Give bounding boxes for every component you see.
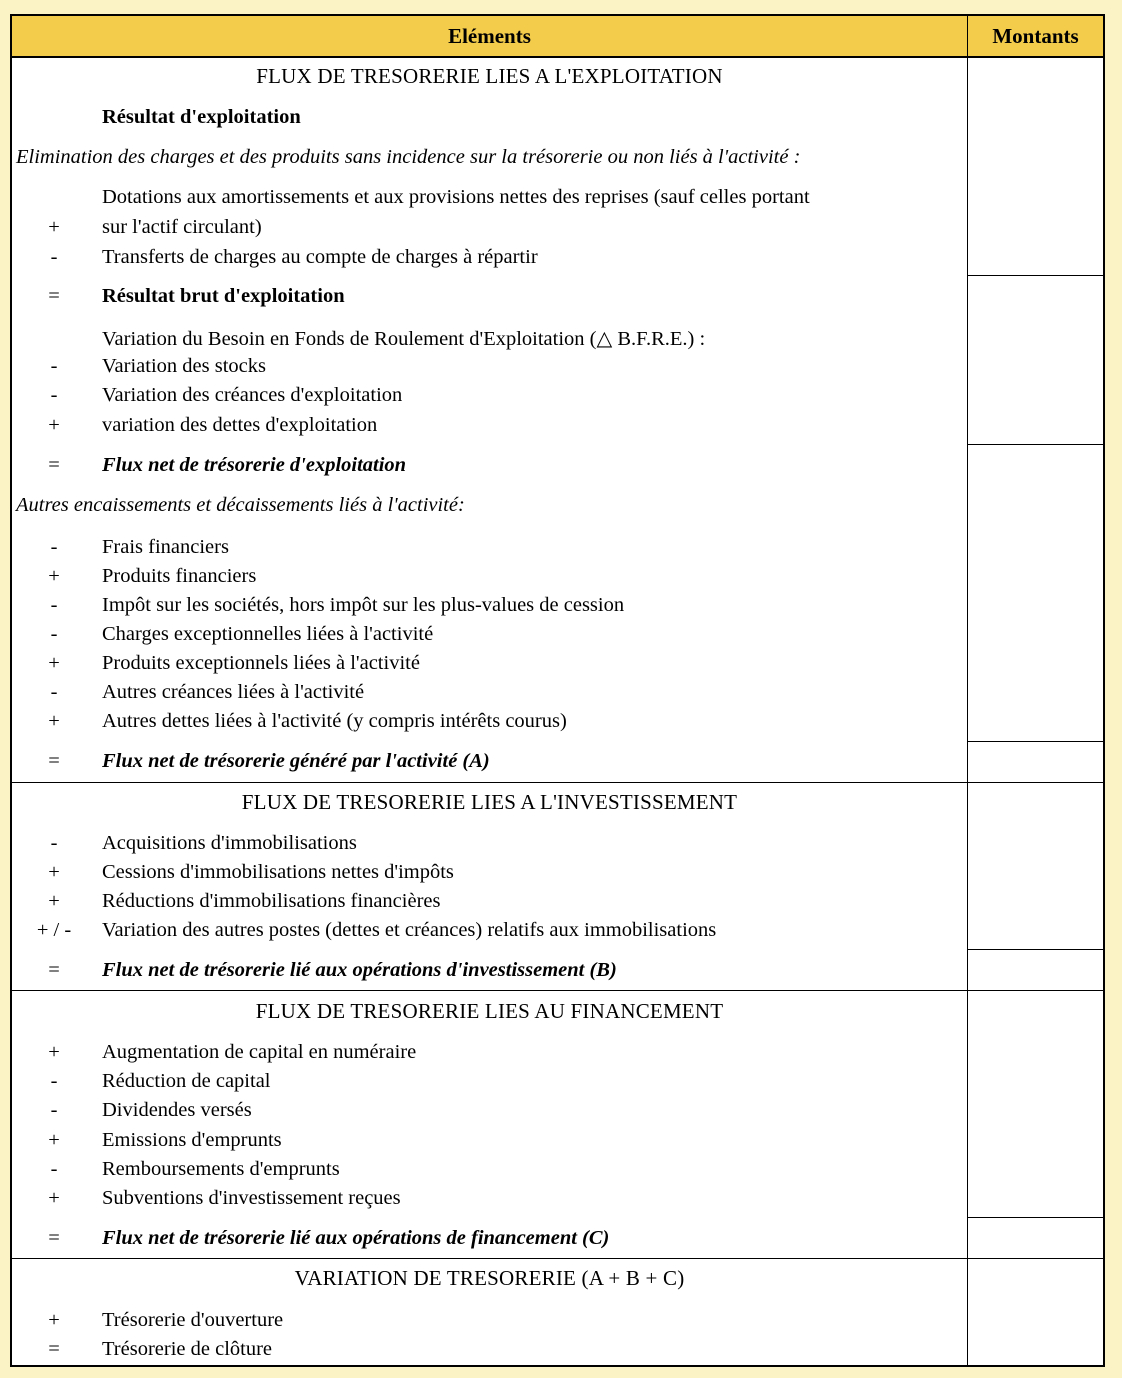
row-sign: - <box>50 832 58 854</box>
row-label: Trésorerie de clôture <box>102 1338 273 1360</box>
amount-cell-divider <box>967 275 1103 276</box>
row-sign: - <box>50 681 58 703</box>
section-divider <box>12 990 1103 991</box>
row-sign: - <box>50 384 58 406</box>
row-sign: = <box>48 1338 60 1360</box>
row-label: Variation des stocks <box>102 355 266 377</box>
amount-cell-divider <box>967 1217 1103 1218</box>
row-sign: - <box>50 536 58 558</box>
row-label: Trésorerie d'ouverture <box>102 1309 284 1331</box>
row-label: Variation des autres postes (dettes et créances) relatifs aux immobilisations <box>102 919 717 941</box>
table-header <box>12 16 1103 58</box>
column-divider <box>967 16 968 1365</box>
row-label: Frais financiers <box>102 536 229 558</box>
row-label: Flux net de trésorerie lié aux opérations d'investissement (B) <box>102 959 617 981</box>
row-sign: = <box>48 285 60 307</box>
row-sign: + <box>48 216 60 238</box>
row-sign: - <box>50 1070 58 1092</box>
section-divider <box>12 1258 1103 1259</box>
elimination-note: Elimination des charges et des produits sans incidence sur la trésorerie ou non liés à l'activité : <box>16 146 801 168</box>
amount-cell-divider <box>967 949 1103 950</box>
row-sign: + <box>48 1309 60 1331</box>
cash-flow-table <box>10 14 1105 1367</box>
row-label: Charges exceptionnelles liées à l'activité <box>102 623 434 645</box>
row-label: Flux net de trésorerie lié aux opérations de financement (C) <box>102 1227 610 1249</box>
section-divider <box>12 782 1103 783</box>
section-title-investissement: FLUX DE TRESORERIE LIES A L'INVESTISSEMENT <box>241 790 738 814</box>
row-sign: + <box>48 1187 60 1209</box>
amount-cell-divider <box>967 444 1103 445</box>
row-sign: - <box>50 623 58 645</box>
row-label: Variation des créances d'exploitation <box>102 384 403 406</box>
row-label: Produits financiers <box>102 565 257 587</box>
section-title-variation: VARIATION DE TRESORERIE (A + B + C) <box>294 1266 685 1290</box>
row-sign: + <box>48 565 60 587</box>
amount-cell-divider <box>967 741 1103 742</box>
row-sign: = <box>48 454 60 476</box>
row-label: Résultat d'exploitation <box>102 106 301 128</box>
autres-note: Autres encaissements et décaissements liés à l'activité: <box>16 494 465 516</box>
header-elements: Eléments <box>448 24 531 48</box>
section-title-exploitation: FLUX DE TRESORERIE LIES A L'EXPLOITATION <box>256 64 723 88</box>
row-sign: + <box>48 1129 60 1151</box>
row-label: Emissions d'emprunts <box>102 1129 282 1151</box>
row-sign: = <box>48 1227 60 1249</box>
row-label: Augmentation de capital en numéraire <box>102 1041 417 1063</box>
section-title-financement: FLUX DE TRESORERIE LIES AU FINANCEMENT <box>255 999 724 1023</box>
row-label: Réductions d'immobilisations financières <box>102 890 441 912</box>
row-sign: + / - <box>36 919 72 941</box>
header-amounts: Montants <box>992 24 1079 48</box>
row-sign: + <box>48 652 60 674</box>
row-label: Produits exceptionnels liées à l'activité <box>102 652 420 674</box>
row-sign: - <box>50 1099 58 1121</box>
row-sign: + <box>48 861 60 883</box>
row-label: Acquisitions d'immobilisations <box>102 832 357 854</box>
row-sign: = <box>48 750 60 772</box>
row-label: Flux net de trésorerie généré par l'activité (A) <box>102 750 490 772</box>
row-sign: - <box>50 1158 58 1180</box>
row-label: Résultat brut d'exploitation <box>102 285 345 307</box>
row-label: Remboursements d'emprunts <box>102 1158 340 1180</box>
row-label: Autres dettes liées à l'activité (y compris intérêts courus) <box>102 710 567 732</box>
row-label: Flux net de trésorerie d'exploitation <box>102 454 407 476</box>
row-sign: + <box>48 890 60 912</box>
row-label: Transferts de charges au compte de charges à répartir <box>102 246 538 268</box>
row-label: sur l'actif circulant) <box>102 216 262 238</box>
row-sign: - <box>50 355 58 377</box>
row-label: Autres créances liées à l'activité <box>102 681 365 703</box>
row-label: Dividendes versés <box>102 1099 252 1121</box>
row-label: Dotations aux amortissements et aux provisions nettes des reprises (sauf celles portant <box>102 186 810 208</box>
row-label: Subventions d'investissement reçues <box>102 1187 401 1209</box>
row-label: variation des dettes d'exploitation <box>102 414 378 436</box>
row-label: Variation du Besoin en Fonds de Roulement d'Exploitation (△ B.F.R.E.) : <box>102 328 706 350</box>
row-sign: + <box>48 710 60 732</box>
row-sign: + <box>48 414 60 436</box>
row-sign: - <box>50 246 58 268</box>
row-label: Impôt sur les sociétés, hors impôt sur les plus-values de cession <box>102 594 625 616</box>
row-sign: = <box>48 959 60 981</box>
row-sign: + <box>48 1041 60 1063</box>
row-sign: - <box>50 594 58 616</box>
row-label: Réduction de capital <box>102 1070 271 1092</box>
row-label: Cessions d'immobilisations nettes d'impôts <box>102 861 454 883</box>
